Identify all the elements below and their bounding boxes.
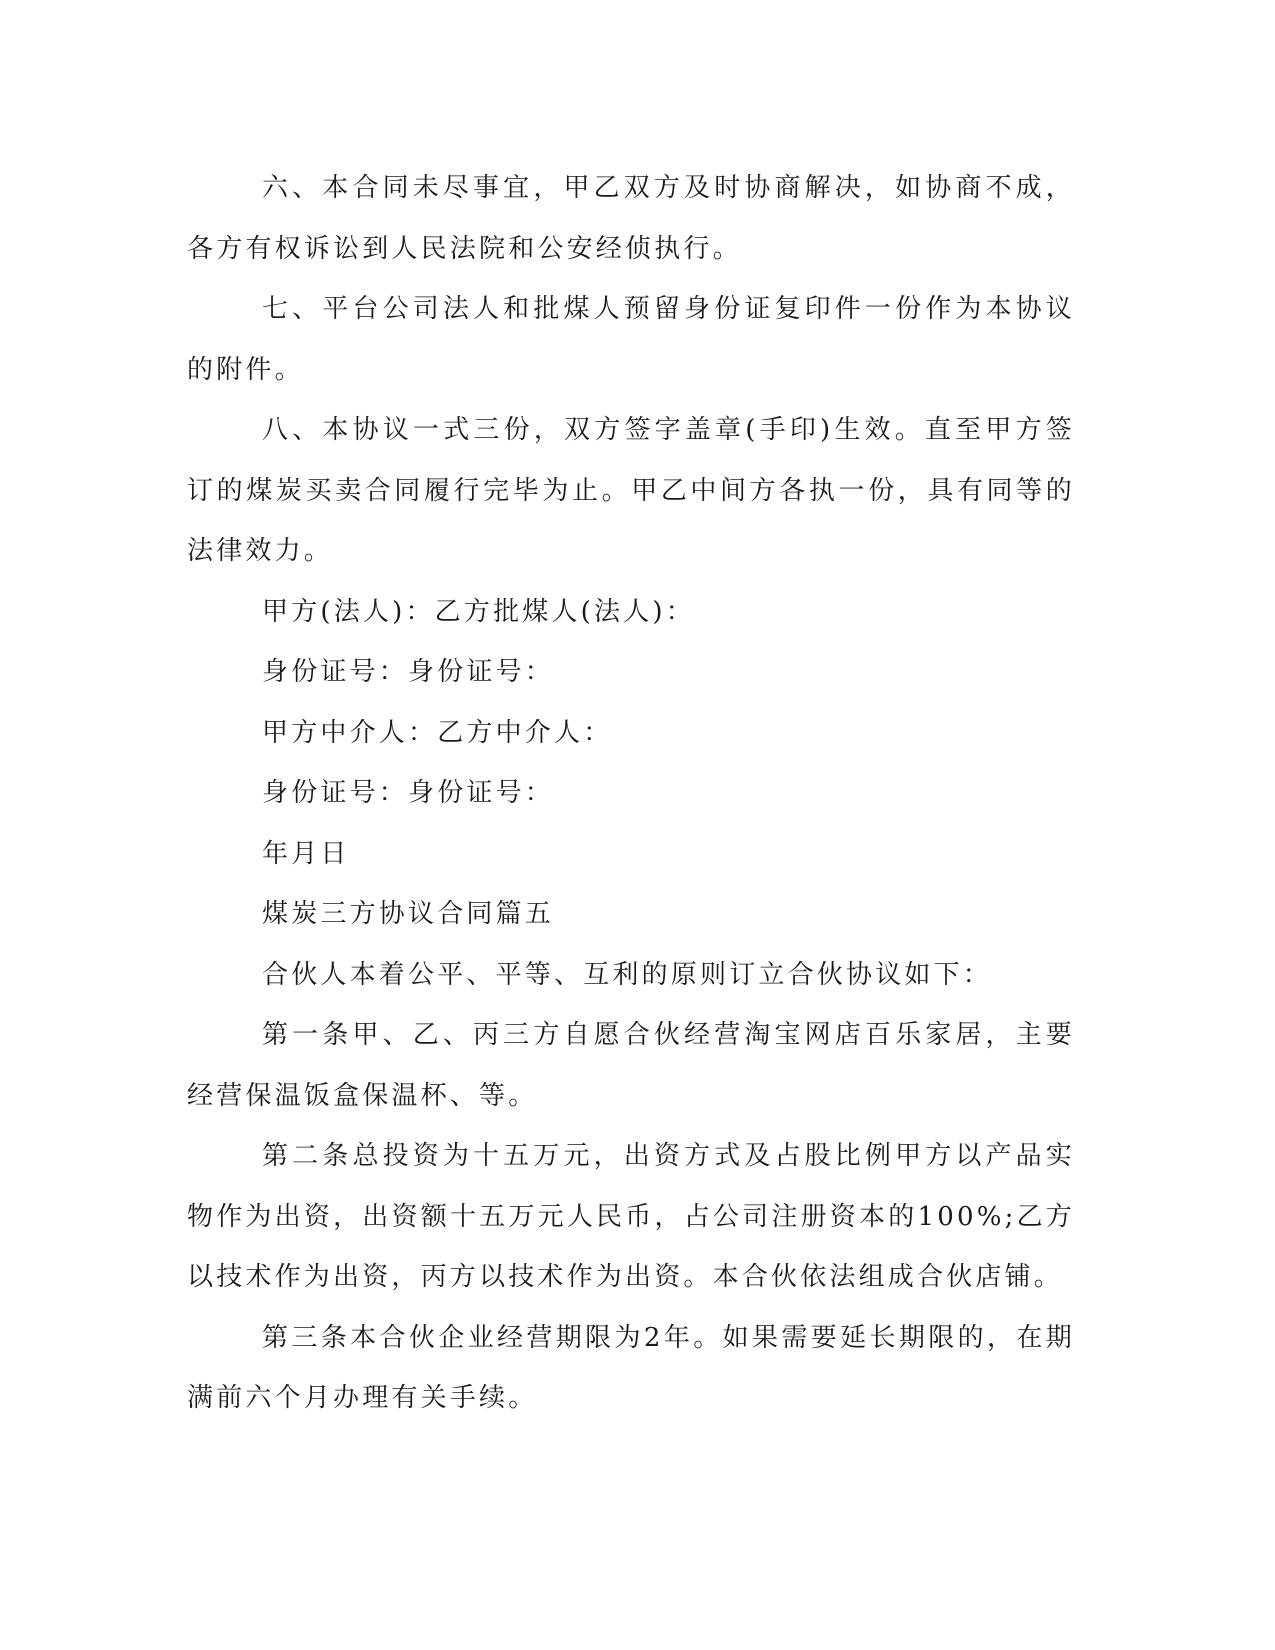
partnership-intro: 合伙人本着公平、平等、互利的原则订立合伙协议如下： bbox=[262, 959, 993, 990]
clause-seven: 七、平台公司法人和批煤人预留身份证复印件一份作为本协议的附件。 bbox=[187, 294, 1075, 385]
signature-id-number-1: 身份证号：身份证号： bbox=[262, 657, 555, 687]
document-body bbox=[187, 158, 1075, 1429]
article-two: 第二条总投资为十五万元，出资方式及占股比例甲方以产品实物作为出资，出资额十五万元人民币，占公司注册资本的100%;乙方以技术作为出资，丙方以技术作为出资。本合伙依法组成合伙店铺。 bbox=[187, 1141, 1075, 1292]
signature-intermediaries: 甲方中介人：乙方中介人： bbox=[262, 717, 613, 748]
article-three: 第三条本合伙企业经营期限为2年。如果需要延长期限的，在期满前六个月办理有关手续。 bbox=[187, 1322, 1075, 1413]
signature-party-a-b: 甲方(法人)：乙方批煤人(法人)： bbox=[262, 596, 695, 627]
clause-eight: 八、本协议一式三份，双方签字盖章(手印)生效。直至甲方签订的煤炭买卖合同履行完毕为止。甲乙中间方各执一份，具有同等的法律效力。 bbox=[187, 415, 1075, 566]
signature-date: 年月日 bbox=[262, 838, 350, 869]
signature-id-number-2: 身份证号：身份证号： bbox=[262, 778, 555, 808]
clause-six: 六、本合同未尽事宜，甲乙双方及时协商解决，如协商不成，各方有权诉讼到人民法院和公安经侦执行。 bbox=[187, 173, 1075, 264]
section-title: 煤炭三方协议合同篇五 bbox=[262, 899, 555, 929]
article-one: 第一条甲、乙、丙三方自愿合伙经营淘宝网店百乐家居，主要经营保温饭盒保温杯、等。 bbox=[187, 1020, 1075, 1111]
